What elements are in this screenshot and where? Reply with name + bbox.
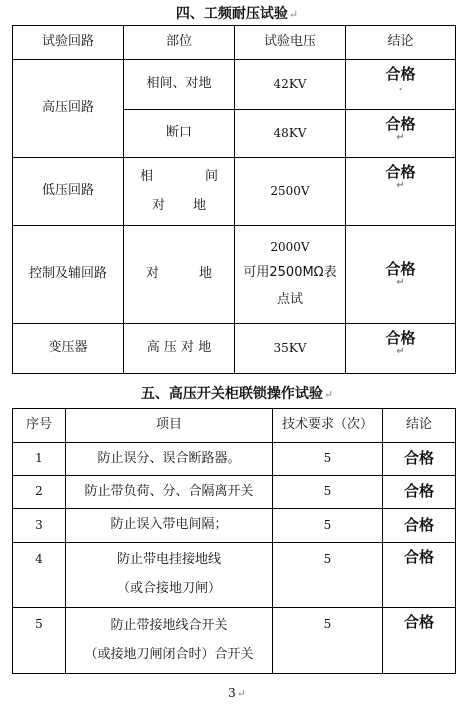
no-cell: 1 <box>13 443 66 476</box>
item-cell: 防止带电挂接地线 （或合接地刀闸） <box>66 543 273 608</box>
header-circuit: 试验回路 <box>13 26 124 60</box>
result-cell: 合格 <box>383 476 456 509</box>
table-row <box>13 158 456 226</box>
circuit-cell: 低压回路 <box>13 158 124 226</box>
no-cell: 2 <box>13 476 66 509</box>
table-row <box>13 226 456 324</box>
circuit-cell: 高压回路 <box>13 60 124 158</box>
table-row <box>13 60 456 110</box>
result-cell: 合格 <box>383 543 456 608</box>
header-part: 部位 <box>124 26 235 60</box>
voltage-cell: 2000V 可用2500MΩ表 点试 <box>235 226 346 324</box>
table-row <box>13 543 456 608</box>
no-cell: 5 <box>13 608 66 674</box>
result-cell: 合格 ↵ <box>346 158 456 226</box>
result-cell: 合格 ↵ <box>346 324 456 374</box>
item-cell: 防止带负荷、分、合隔离开关 <box>66 476 273 509</box>
header-result: 结论 <box>383 409 456 443</box>
result-cell: 合格 . <box>346 60 456 110</box>
item-cell: 防止带接地线合开关 （或接地刀闸闭合时）合开关 <box>66 608 273 674</box>
table-row <box>13 608 456 674</box>
voltage-cell: 48KV <box>235 110 346 158</box>
interlock-test-table <box>12 408 456 674</box>
result-cell: 合格 ↵ <box>346 226 456 324</box>
header-no: 序号 <box>13 409 66 443</box>
voltage-cell: 42KV <box>235 60 346 110</box>
item-cell: 防止误入带电间隔； <box>66 509 273 543</box>
item-cell: 防止误分、误合断路器。 <box>66 443 273 476</box>
result-cell: 合格 <box>383 443 456 476</box>
withstand-voltage-table <box>12 25 456 374</box>
voltage-cell: 35KV <box>235 324 346 374</box>
table-row <box>13 476 456 509</box>
header-item: 项目 <box>66 409 273 443</box>
result-cell: 合格 ↵ <box>346 110 456 158</box>
section5-title: 五、高压开关柜联锁操作试验↵ <box>140 386 334 402</box>
requirement-cell: 5 <box>273 476 383 509</box>
requirement-cell: 5 <box>273 608 383 674</box>
circuit-cell: 变压器 <box>13 324 124 374</box>
circuit-cell: 控制及辅回路 <box>13 226 124 324</box>
header-result: 结论 <box>346 26 456 60</box>
voltage-cell: 2500V <box>235 158 346 226</box>
table-header-row <box>13 409 456 443</box>
requirement-cell: 5 <box>273 509 383 543</box>
section4-title: 四、工频耐压试验↵ <box>175 6 299 22</box>
table-header-row <box>13 26 456 60</box>
part-cell: 相 间 对 地 <box>124 158 235 226</box>
page-number: 3↵ <box>228 686 246 700</box>
table-row <box>13 324 456 374</box>
no-cell: 4 <box>13 543 66 608</box>
part-cell: 断口 <box>124 110 235 158</box>
no-cell: 3 <box>13 509 66 543</box>
result-cell: 合格 <box>383 608 456 674</box>
result-cell: 合格 <box>383 509 456 543</box>
part-cell: 对 地 <box>124 226 235 324</box>
table-row <box>13 443 456 476</box>
header-voltage: 试验电压 <box>235 26 346 60</box>
requirement-cell: 5 <box>273 543 383 608</box>
requirement-cell: 5 <box>273 443 383 476</box>
part-cell: 相间、对地 <box>124 60 235 110</box>
header-requirement: 技术要求（次） <box>273 409 383 443</box>
table-row <box>13 509 456 543</box>
part-cell: 高 压 对 地 <box>124 324 235 374</box>
